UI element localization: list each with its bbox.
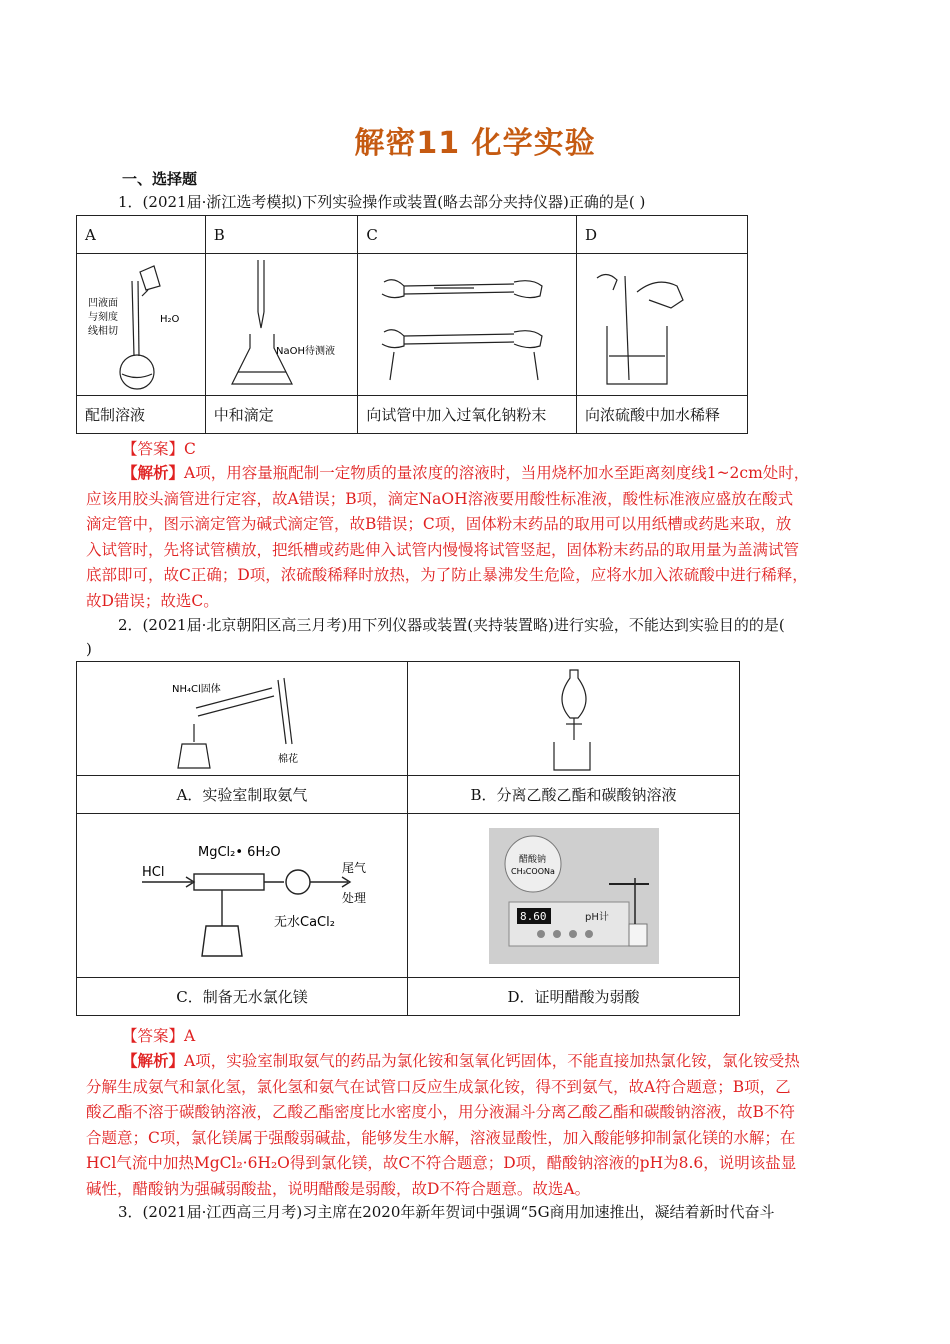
q2-c-tail-2: 处理 bbox=[342, 890, 367, 905]
q1-caption-d: 向浓硫酸中加水稀释 bbox=[577, 396, 748, 434]
ammonia-prep-figure bbox=[152, 664, 332, 774]
q2-caption-b: B．分离乙酸乙酯和碳酸钠溶液 bbox=[408, 776, 740, 814]
q1-analysis-line: 入试管时，先将试管横放，把纸槽或药匙伸入试管内慢慢将试管竖起，固体粉末药品的取用量为盖满试管 bbox=[86, 540, 800, 559]
q1-answer: 【答案】C bbox=[122, 440, 196, 458]
q1-analysis-line: 滴定管中，图示滴定管为碱式滴定管，故B错误；C项，固体粉末药品的取用可以用纸槽或药匙来取，放 bbox=[86, 515, 792, 533]
page-title: 解密11 化学实验 bbox=[354, 126, 596, 161]
q2-figure-d bbox=[408, 814, 740, 978]
q2-d-reading: 8.60 bbox=[519, 909, 546, 923]
q2-analysis-line: 酸乙酯不溶于碳酸钠溶液，乙酸乙酯密度比水密度小，用分液漏斗分离乙酸乙酯和碳酸钠溶液，故B不符 bbox=[86, 1103, 795, 1121]
q2-analysis-line: 碱性，醋酸钠为强碱弱酸盐，说明醋酸是弱酸，故D不符合题意。故选A。 bbox=[86, 1179, 591, 1198]
mgcl2-prep-figure bbox=[102, 816, 382, 976]
q2-analysis bbox=[86, 1048, 868, 1202]
q1-header-b: B bbox=[205, 216, 358, 254]
q2-d-bottle-2: CH₃COONa bbox=[510, 866, 555, 876]
a-note-3: 线相切 bbox=[87, 325, 118, 337]
q1-caption-a: 配制溶液 bbox=[77, 396, 206, 434]
q1-stem: 1．(2021届·浙江选考模拟)下列实验操作或装置(略去部分夹持仪器)正确的是( ) bbox=[118, 193, 646, 211]
q2-d-meter: pH计 bbox=[584, 911, 609, 923]
q2-analysis-line: A项，实验室制取氨气的药品为氯化铵和氢氧化钙固体，不能直接加热氯化铵，氯化铵受热 bbox=[184, 1052, 800, 1070]
q1-analysis-label: 【解析】 bbox=[122, 463, 185, 482]
a-water-label: H₂O bbox=[159, 313, 180, 325]
q2-analysis-line: HCl气流中加热MgCl₂·6H₂O得到氯化镁，故C不符合题意；D项，醋酸钠溶液的pH为8.6，说明该盐显 bbox=[86, 1154, 797, 1172]
q2-analysis-label: 【解析】 bbox=[122, 1051, 185, 1070]
q2-figure-c bbox=[77, 814, 408, 978]
q2-c-tail-1: 尾气 bbox=[342, 860, 367, 875]
q1-caption-c: 向试管中加入过氧化钠粉末 bbox=[358, 396, 577, 434]
q1-analysis-line: 应该用胶头滴管进行定容，故A错误；B项，滴定NaOH溶液要用酸性标准液，酸性标准液应盛放在酸式 bbox=[86, 489, 794, 508]
a-note-1: 凹液面 bbox=[87, 297, 118, 309]
q1-analysis-line: A项，用容量瓶配制一定物质的量浓度的溶液时，当用烧杯加水至距离刻度线1~2cm处时， bbox=[184, 464, 810, 482]
q2-c-cacl2: 无水CaCl₂ bbox=[274, 914, 335, 930]
volumetric-flask-figure bbox=[82, 256, 200, 394]
q2-options-table bbox=[76, 661, 740, 1016]
q1-header-a: A bbox=[77, 216, 206, 254]
q2-a-solid: NH₄Cl固体 bbox=[172, 683, 221, 695]
q2-analysis-line: 合题意；C项，氯化镁属于强酸弱碱盐，能够发生水解，溶液显酸性，加入酸能够抑制氯化镁的水解；在 bbox=[86, 1128, 796, 1147]
q1-analysis-line: 底部即可，故C正确；D项，浓硫酸稀释时放热，为了防止暴沸发生危险，应将水加入浓硫酸中进行稀释， bbox=[86, 566, 808, 584]
titration-figure bbox=[212, 256, 352, 394]
q1-analysis bbox=[86, 460, 868, 614]
q1-header-d: D bbox=[577, 216, 748, 254]
ph-meter-photo bbox=[489, 828, 659, 964]
q2-figure-a bbox=[77, 662, 408, 776]
b-label: NaOH待测液 bbox=[275, 345, 335, 357]
q1-analysis-line: 故D错误；故选C。 bbox=[86, 591, 219, 610]
q2-analysis-line: 分解生成氨气和氯化氢，氯化氢和氨气在试管口反应生成氯化铵，得不到氨气，故A符合题意；B项，乙 bbox=[86, 1077, 791, 1096]
q2-stem: 2．(2021届·北京朝阳区高三月考)用下列仪器或装置(夹持装置略)进行实验，不能达到实验目的的是( bbox=[118, 616, 785, 634]
q3-stem: 3．(2021届·江西高三月考)习主席在2020年新年贺词中强调“5G商用加速推出，凝结着新时代奋斗 bbox=[118, 1203, 775, 1221]
q2-d-bottle-1: 醋酸钠 bbox=[518, 854, 546, 865]
q2-caption-a: A．实验室制取氨气 bbox=[77, 776, 408, 814]
section-heading: 一、选择题 bbox=[122, 170, 198, 188]
q2-c-hcl: HCl bbox=[142, 864, 165, 880]
q1-figure-c bbox=[358, 254, 577, 396]
dilution-figure bbox=[577, 256, 747, 394]
a-note-2: 与刻度 bbox=[87, 311, 118, 323]
q2-caption-d: D．证明醋酸为弱酸 bbox=[408, 978, 740, 1016]
q2-answer: 【答案】A bbox=[122, 1027, 196, 1045]
q1-figure-d bbox=[577, 254, 748, 396]
q2-a-cotton: 棉花 bbox=[278, 753, 298, 765]
q2-figure-b bbox=[408, 662, 740, 776]
q1-header-c: C bbox=[358, 216, 577, 254]
q1-figure-b bbox=[205, 254, 358, 396]
q1-options-table bbox=[76, 215, 748, 434]
q2-c-salt: MgCl₂• 6H₂O bbox=[198, 844, 281, 860]
separatory-funnel-figure bbox=[514, 664, 634, 774]
q1-figure-a bbox=[77, 254, 206, 396]
q2-stem-close: ) bbox=[86, 640, 92, 658]
test-tube-powder-figure bbox=[364, 256, 570, 394]
q2-caption-c: C．制备无水氯化镁 bbox=[77, 978, 408, 1016]
q1-caption-b: 中和滴定 bbox=[205, 396, 358, 434]
